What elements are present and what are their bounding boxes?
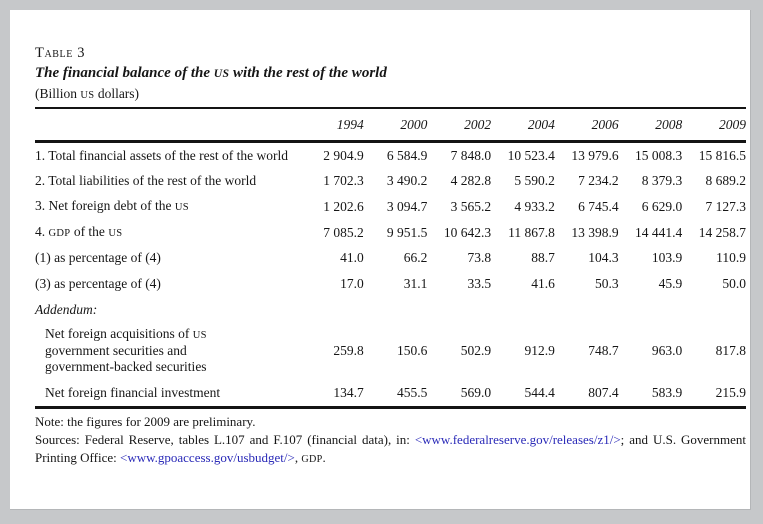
cell-value: 10 523.4	[507, 147, 555, 163]
cell-value: 5 590.2	[514, 173, 555, 189]
gpoaccess-link[interactable]: <www.gpoaccess.gov/usbudget/>	[119, 450, 295, 466]
addendum-label: Addendum:	[35, 301, 98, 317]
cell-value: 2 904.9	[323, 147, 364, 163]
cell-value: 11 867.8	[508, 224, 555, 240]
cell-value: 10 642.3	[443, 224, 492, 240]
row-label: 3. Net foreign debt of the US	[35, 198, 189, 214]
table-row	[35, 322, 746, 381]
cell-value: 963.0	[651, 342, 683, 358]
cell-value: 502.9	[460, 342, 492, 358]
table-rows-addendum	[35, 322, 746, 406]
cell-value: 15 008.3	[635, 147, 683, 163]
cell-value: 6 745.4	[578, 198, 619, 214]
year-header-row	[35, 109, 746, 140]
cell-value: 6 584.9	[386, 147, 428, 163]
cell-value: 14 258.7	[698, 224, 746, 240]
sources-middle: ; and U.S. Government Printing Office:	[35, 432, 746, 466]
cell-value: 14 441.4	[635, 224, 683, 240]
cell-value: 3 490.2	[386, 173, 428, 189]
row-label: Net foreign acquisitions of US government securities and government-backed securities	[45, 326, 207, 375]
cell-value: 748.7	[588, 342, 619, 358]
row-label: Net foreign financial investment	[45, 384, 221, 400]
cell-value: 583.9	[651, 385, 683, 401]
cell-value: 3 094.7	[386, 198, 428, 214]
cell-value: 103.9	[651, 250, 683, 266]
cell-value: 6 629.0	[641, 198, 683, 214]
cell-value: 912.9	[524, 342, 555, 358]
cell-value: 807.4	[588, 385, 619, 401]
cell-value: 88.7	[531, 250, 555, 266]
cell-value: 817.8	[715, 342, 746, 358]
cell-value: 150.6	[397, 342, 428, 358]
cell-value: 104.3	[588, 250, 619, 266]
table-row	[35, 246, 746, 271]
sources-suffix: , GDP.	[294, 450, 326, 466]
table-row	[35, 143, 746, 168]
table-number: Table 3	[35, 45, 86, 61]
cell-value: 259.8	[333, 342, 364, 358]
table-title: The financial balance of the US with the rest of the world	[35, 65, 387, 81]
cell-value: 31.1	[403, 275, 428, 291]
cell-value: 66.2	[403, 250, 428, 266]
year-column-header: 2006	[591, 117, 619, 132]
cell-value: 569.0	[460, 385, 492, 401]
cell-value: 9 951.5	[386, 224, 428, 240]
cell-value: 4 282.8	[450, 173, 492, 189]
year-column-header: 2008	[655, 117, 683, 132]
cell-value: 7 848.0	[450, 147, 492, 163]
cell-value: 3 565.2	[450, 198, 492, 214]
cell-value: 134.7	[333, 385, 364, 401]
cell-value: 8 689.2	[705, 173, 746, 189]
cell-value: 73.8	[467, 250, 492, 266]
cell-value: 1 702.3	[323, 173, 364, 189]
row-label: (1) as percentage of (4)	[35, 250, 161, 266]
table-row	[35, 271, 746, 296]
cell-value: 15 816.5	[698, 147, 746, 163]
table-subtitle: (Billion US dollars)	[35, 86, 140, 101]
rule-table-bottom	[35, 406, 746, 409]
table-row	[35, 380, 746, 405]
row-label: 2. Total liabilities of the rest of the world	[35, 172, 257, 188]
cell-value: 33.5	[467, 275, 492, 291]
cell-value: 7 127.3	[705, 198, 746, 214]
table-notes	[35, 413, 746, 468]
cell-value: 50.3	[594, 275, 619, 291]
table-row	[35, 168, 746, 193]
cell-value: 41.0	[340, 250, 364, 266]
cell-value: 13 979.6	[571, 147, 619, 163]
year-column-header: 2004	[527, 117, 555, 132]
cell-value: 1 202.6	[323, 198, 364, 214]
sources-text	[35, 431, 746, 467]
cell-value: 215.9	[715, 385, 746, 401]
note-text: Note: the figures for 2009 are preliminary.	[35, 413, 256, 429]
federalreserve-link[interactable]: <www.federalreserve.gov/releases/z1/>	[414, 432, 621, 447]
cell-value: 41.6	[531, 275, 555, 291]
cell-value: 455.5	[397, 385, 428, 401]
cell-value: 7 085.2	[323, 224, 364, 240]
cell-value: 544.4	[524, 385, 555, 401]
document-page	[10, 10, 751, 510]
cell-value: 17.0	[340, 275, 364, 291]
cell-value: 110.9	[716, 250, 746, 266]
row-label: (3) as percentage of (4)	[35, 275, 161, 291]
table-row	[35, 220, 746, 246]
year-column-header: 2002	[464, 117, 492, 132]
row-label: 1. Total financial assets of the rest of the world	[35, 147, 288, 163]
cell-value: 8 379.3	[641, 173, 683, 189]
year-column-header: 1994	[336, 117, 364, 132]
cell-value: 4 933.2	[514, 198, 555, 214]
cell-value: 7 234.2	[578, 173, 619, 189]
row-label: 4. GDP of the US	[35, 224, 123, 240]
table-row	[35, 194, 746, 220]
year-column-header: 2009	[719, 117, 746, 132]
cell-value: 13 398.9	[571, 224, 619, 240]
table-rows-main	[35, 143, 746, 297]
cell-value: 45.9	[658, 275, 683, 291]
sources-prefix: Sources: Federal Reserve, tables L.107 and F.107 (financial data), in:	[35, 432, 415, 447]
year-column-header: 2000	[400, 117, 428, 132]
cell-value: 50.0	[722, 275, 746, 291]
